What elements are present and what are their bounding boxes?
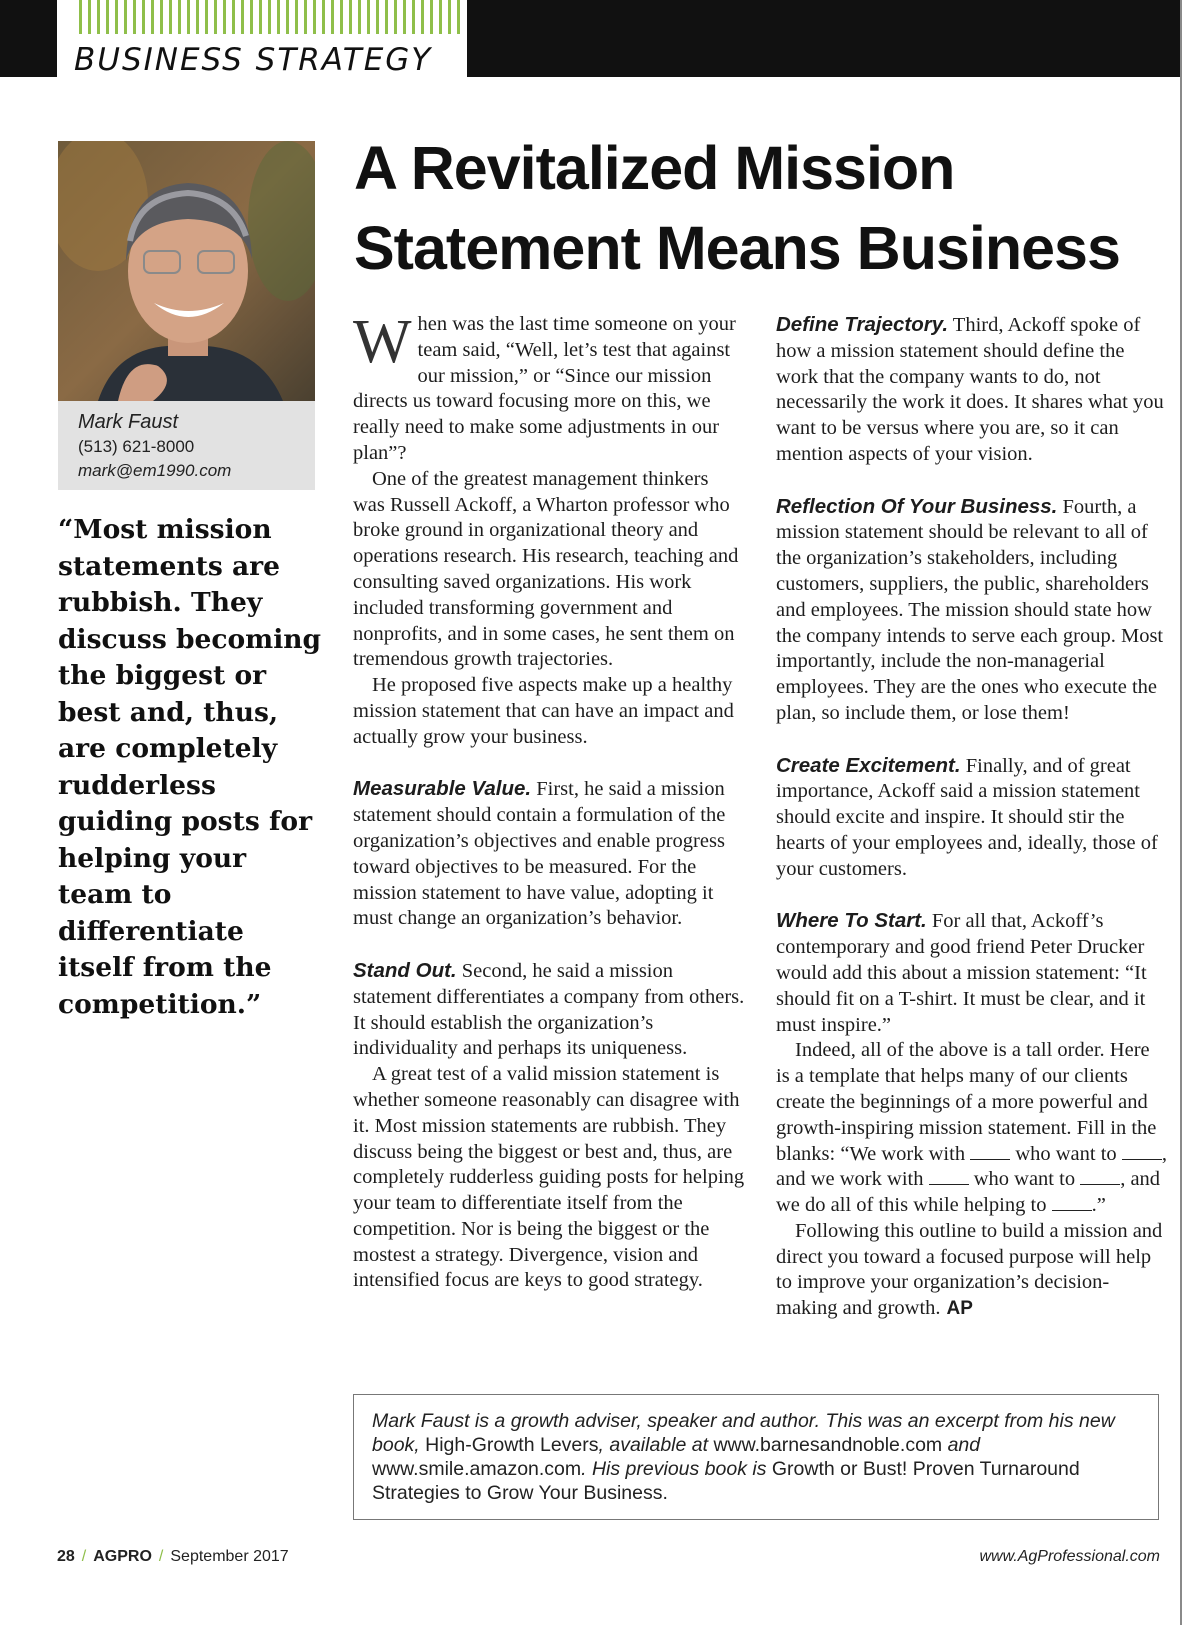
subhead: Define Trajectory. [776,313,949,336]
issue-date: September 2017 [170,1548,289,1565]
fill-blank [1080,1168,1120,1185]
url-link[interactable]: www.barnesandnoble.com [713,1434,943,1456]
author-caption [58,401,315,490]
subsection-create-excitement: Create Excitement. Finally, and of great importance, Ackoff said a mission statement should excite and inspire. It should stir the hearts of your employees and, ideally, those of your customers. [776,753,1158,880]
article-column-2 [776,312,1168,1322]
author-email: mark@em1990.com [78,461,232,480]
book-title: High-Growth Levers [425,1434,599,1456]
separator: / [81,1548,87,1565]
green-hatch-decoration [79,0,462,34]
subsection-stand-out: Stand Out. Second, he said a mission statement differentiates a company from others. It should establish the organization’s individuality and perhaps its uniqueness. [353,958,745,1060]
fill-blank [970,1143,1010,1160]
article-column-1 [353,308,745,1294]
section-label: BUSINESS STRATEGY [74,42,433,78]
subsection-measurable-value: Measurable Value. First, he said a mission statement should contain a formulation of the organization’s objectives and enable progress toward objectives to be measured. For the mission statement to have value, adopting it must change an organization’s behavior. [353,777,726,930]
url-link[interactable]: www.smile.amazon.com [372,1458,582,1480]
subsection-define-trajectory: Define Trajectory. Third, Ackoff spoke of how a mission statement should define the work that the company wants to do, not necessarily the work it does. It shares what you want to be versus where you are, so it can mention aspects of your vision. [776,313,1164,465]
subhead: Where To Start. [776,909,927,933]
book-title: Growth or Bust! Proven Turnaround Strategies to Grow Your Business [372,1458,1080,1504]
page-edge-rule [1180,0,1182,1625]
article-title: A Revitalized Mission Statement Means Business [354,134,1120,282]
author-portrait-image [58,141,315,401]
pull-quote: “Most mission statements are rubbish. They discuss becoming the biggest or best and, thus, are completely rudderless guiding posts for helping your team to differentiate itself from the competition.” [58,514,322,1020]
separator: / [158,1548,164,1565]
author-bio-box: Mark Faust is a growth adviser, speaker and author. This was an excerpt from his new book, High-Growth Levers, available at www.barnesandnoble.com and www.smile.amazon.com. His previous book is Growth or Bust! Proven Turnaround Strategies to Grow Your Business. [353,1394,1159,1520]
paragraph: Following this outline to build a mission and direct you toward a focused purpose will help to improve your organization’s decision-making and growth. AP [776,1219,1163,1320]
fill-blank [929,1168,969,1185]
end-mark: AP [946,1298,973,1320]
subsection-reflection: Reflection Of Your Business. Fourth, a mission statement should be relevant to all of the organization’s stakeholders, including customers, suppliers, the public, shareholders and employees. The mission should state how the company intends to serve each group. Most importantly, include the non-managerial employees. They are the ones who execute the plan, so include them, or lose them! [776,494,1164,724]
subhead: Stand Out. [353,958,457,982]
footer-folio [57,1548,289,1566]
paragraph: He proposed five aspects make up a healthy mission statement that can have an impact and actually grow your business. [353,674,734,748]
paragraph: When was the last time someone on your team said, “Well, let’s test that against our mission,” or “Since our mission directs us toward focusing more on this, we really need to make some adjustments in our plan”? [353,308,736,464]
section-tab [57,0,467,77]
author-phone: (513) 621-8000 [78,437,195,456]
subhead: Create Excitement. [776,753,961,777]
magazine-name: AGPRO [93,1548,152,1565]
subsection-where-to-start: Where To Start. For all that, Ackoff’s contemporary and good friend Peter Drucker would add this about a mission statement: “It should fit on a T-shirt. It must be clear, and it must inspire.” [776,909,1147,1036]
paragraph-template: Indeed, all of the above is a tall order. Here is a template that helps many of our clients create the beginnings of a more powerful and growth-inspiring mission statement. Fill in the blanks: “We work with who want to , and we work with who want to , and we do all of this while helping to .” [776,1039,1167,1217]
subhead: Reflection Of Your Business. [776,494,1058,518]
fill-blank [1122,1143,1162,1160]
page-number: 28 [57,1548,75,1565]
paragraph: A great test of a valid mission statement is whether someone reasonably can disagree with it. Most mission statements are rubbish. They discuss being the biggest or best and, thus, are completely rudderless guiding posts for helping your team to differentiate itself from the competition. Nor is being the biggest or the mostest a strategy. Divergence, vision and intensified focus are keys to good strategy. [353,1063,745,1292]
footer-url[interactable]: www.AgProfessional.com [979,1548,1160,1565]
paragraph: One of the greatest management thinkers was Russell Ackoff, a Wharton professor who broke ground in organizational theory and operations research. His research, teaching and consulting saved organizations. His work included transforming government and nonprofits, and in some cases, he sent them on tremendous growth trajectories. [353,467,739,671]
author-photo [58,141,315,401]
subhead: Measurable Value. [353,777,532,801]
drop-cap: W [353,308,412,376]
fill-blank [1052,1194,1092,1211]
author-name: Mark Faust [78,411,179,433]
